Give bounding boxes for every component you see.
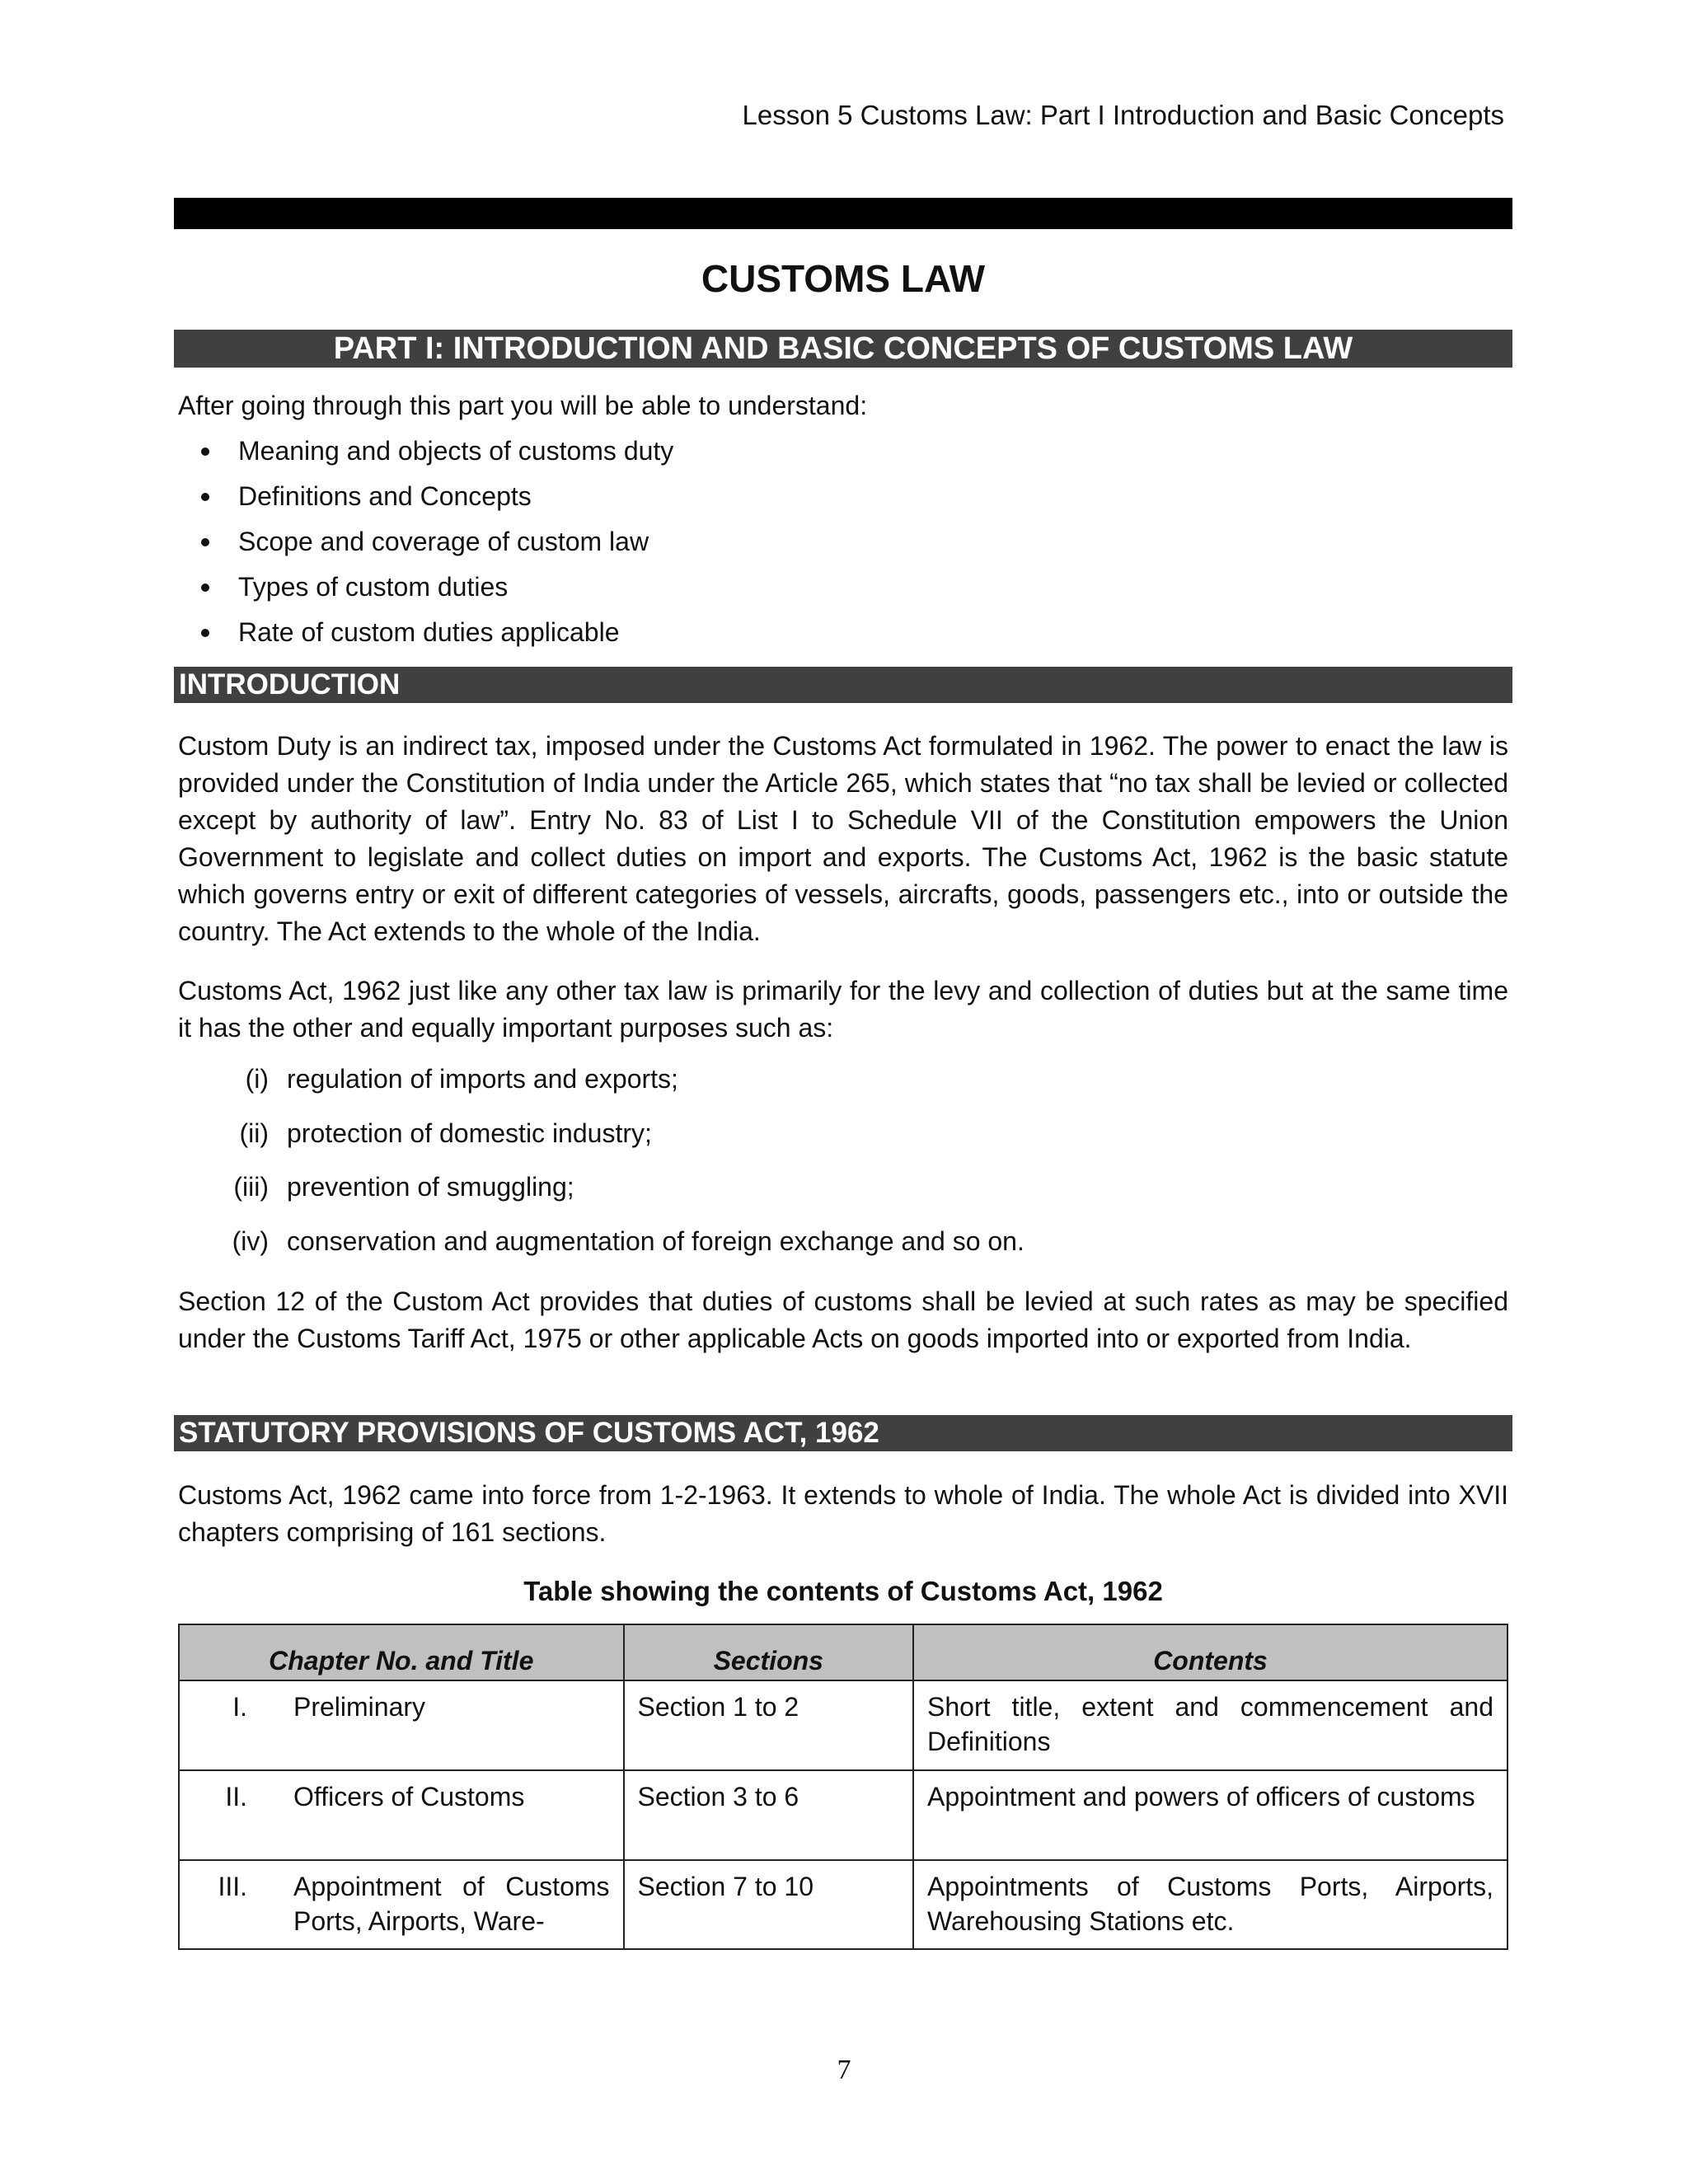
running-header: Lesson 5 Customs Law: Part I Introduction and Basic Concepts: [742, 100, 1504, 130]
table-row: [179, 1860, 1507, 1949]
bullet-icon: [201, 538, 209, 546]
sections-cell: Section 7 to 10: [624, 1860, 914, 1949]
list-item: (iv) conservation and augmentation of foreign exchange and so on.: [232, 1226, 1025, 1256]
contents-cell: Appointment and powers of officers of customs: [913, 1770, 1507, 1860]
contents-table: [178, 1624, 1508, 1950]
document-title: CUSTOMS LAW: [701, 257, 986, 300]
objectives-lead: After going through this part you will be able to understand:: [178, 391, 868, 420]
objectives-list: [178, 430, 1414, 657]
contents-cell: Short title, extent and commencement and Definitions: [913, 1680, 1507, 1770]
introduction-paragraph-2: Customs Act, 1962 just like any other tax law is primarily for the levy and collection of duties but at the same time it has the other and equally important purposes such as:: [178, 976, 1508, 1043]
introduction-heading: INTRODUCTION: [174, 667, 1512, 703]
introduction-paragraph-3: Section 12 of the Custom Act provides that duties of customs shall be levied at such rates as may be specified under the Customs Tariff Act, 1975 or other applicable Acts on goods imported into or exported from India.: [178, 1286, 1508, 1353]
statutory-heading: STATUTORY PROVISIONS OF CUSTOMS ACT, 1962: [174, 1415, 1512, 1451]
statutory-paragraph: Customs Act, 1962 came into force from 1-2-1963. It extends to whole of India. The whole Act is divided into XVII chapters comprising of 161 sections.: [178, 1480, 1508, 1547]
bullet-icon: [201, 629, 209, 637]
purposes-list: [178, 1061, 1508, 1277]
chapter-cell: I. Preliminary: [179, 1680, 624, 1770]
list-item: Rate of custom duties applicable: [178, 612, 1414, 657]
column-header-sections: Sections: [624, 1624, 914, 1680]
list-item: Types of custom duties: [178, 566, 1414, 612]
list-item: (i) regulation of imports and exports;: [245, 1064, 678, 1094]
introduction-paragraph-1: Custom Duty is an indirect tax, imposed under the Customs Act formulated in 1962. The power to enact the law is provided under the Constitution of India under the Article 265, which states that “no tax shall be levied or collected except by authority of law”. Entry No. 83 of List I to Schedule VII of the Constitution empowers the Union Government to legislate and collect duties on import and exports. The Customs Act, 1962 is the basic statute which governs entry or exit of different categories of vessels, aircrafts, goods, passengers etc., into or outside the country. The Act extends to the whole of the India.: [178, 731, 1508, 946]
table-header-row: [179, 1624, 1507, 1680]
header-rule: [174, 198, 1512, 229]
list-item: Definitions and Concepts: [178, 476, 1414, 521]
bullet-icon: [201, 448, 209, 456]
column-header-chapter: Chapter No. and Title: [179, 1624, 624, 1680]
table-row: [179, 1770, 1507, 1860]
list-item: (iii) prevention of smuggling;: [233, 1172, 574, 1202]
sections-cell: Section 3 to 6: [624, 1770, 914, 1860]
contents-cell: Appointments of Customs Ports, Airports, Warehousing Stations etc.: [913, 1860, 1507, 1949]
part-heading: PART I: INTRODUCTION AND BASIC CONCEPTS OF CUSTOMS LAW: [174, 330, 1512, 368]
table-caption: Table showing the contents of Customs Act, 1962: [523, 1576, 1163, 1606]
chapter-cell: III. Appointment of Customs Ports, Airports, Ware-: [179, 1860, 624, 1949]
chapter-cell: II. Officers of Customs: [179, 1770, 624, 1860]
sections-cell: Section 1 to 2: [624, 1680, 914, 1770]
table-row: [179, 1680, 1507, 1770]
list-item: Meaning and objects of customs duty: [178, 430, 1414, 476]
bullet-icon: [201, 583, 209, 592]
bullet-icon: [201, 493, 209, 501]
page-number: 7: [837, 2055, 851, 2085]
list-item: Scope and coverage of custom law: [178, 521, 1414, 566]
list-item: (ii) protection of domestic industry;: [239, 1118, 652, 1148]
column-header-contents: Contents: [913, 1624, 1507, 1680]
